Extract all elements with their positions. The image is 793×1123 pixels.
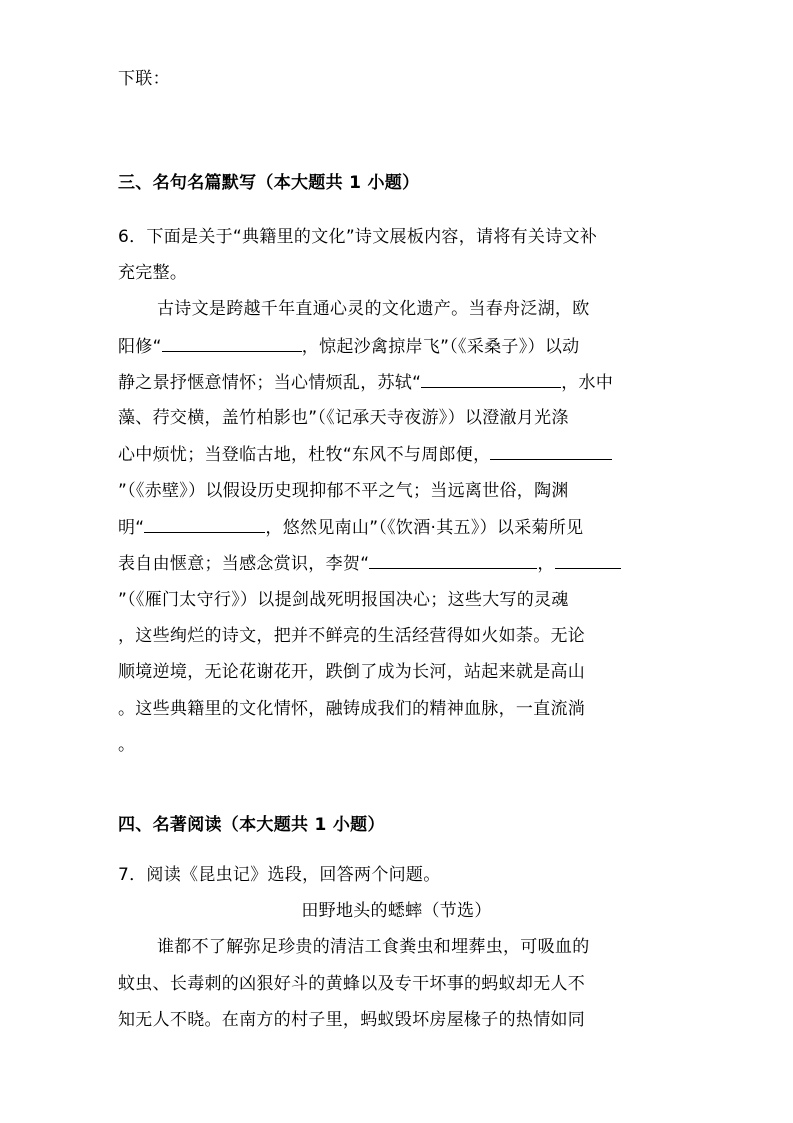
passage-text: ，惊起沙禽掠岸飞”（《采桑子》）以动: [301, 337, 580, 357]
passage-line-5: [118, 443, 612, 466]
excerpt-line-3: 知无人不晓。在南方的村子里，蚂蚁毁坏房屋椽子的热情如同: [118, 1010, 586, 1030]
passage-line-4: 藻、荇交横，盖竹柏影也”（《记承天寺夜游》）以澄澈月光涤: [118, 408, 569, 428]
passage-line-3: [118, 371, 613, 394]
excerpt-line-2: 蚊虫、长毒刺的凶狠好斗的黄蜂以及专干坏事的蚂蚁却无人不: [118, 974, 586, 994]
passage-line-8: [118, 552, 621, 575]
blank-field-1[interactable]: [162, 335, 302, 352]
q6-line-1: 6．下面是关于“典籍里的文化”诗文展板内容，请将有关诗文补: [118, 227, 598, 247]
q6-line-2: 充完整。: [118, 263, 188, 283]
passage-text: 心中烦忧；当登临古地，杜牧“东风不与周郎便，: [118, 445, 491, 465]
blank-field-6[interactable]: [555, 552, 621, 569]
passage-line-7: [118, 516, 583, 539]
passage-line-13: 。: [118, 735, 136, 755]
blank-field-3[interactable]: [490, 443, 612, 460]
passage-line-1: 古诗文是跨越千年直通心灵的文化遗产。当春舟泛湖，欧: [157, 299, 590, 319]
blank-field-5[interactable]: [369, 552, 537, 569]
excerpt-title: 田野地头的蟋蟀（节选）: [301, 901, 492, 921]
passage-text: 阳修“: [118, 337, 162, 357]
passage-line-12: 。这些典籍里的文化情怀，融铸成我们的精神血脉，一直流淌: [118, 699, 586, 719]
passage-text: ，悠然见南山”（《饮酒·其五》）以采菊所见: [265, 518, 584, 538]
blank-field-4[interactable]: [144, 516, 265, 533]
passage-text: 静之景抒惬意情怀；当心情烦乱，苏轼“: [118, 373, 422, 393]
section3-heading: 三、名句名篇默写（本大题共 1 小题）: [118, 173, 420, 193]
passage-line-11: 顺境逆境，无论花谢花开，跌倒了成为长河，站起来就是高山: [118, 662, 586, 682]
passage-line-9: ”（《雁门太守行》）以提剑战死明报国决心；这些大写的灵魂: [118, 590, 569, 610]
q7-prompt: 7．阅读《昆虫记》选段，回答两个问题。: [118, 865, 441, 885]
blank-field-2[interactable]: [421, 371, 561, 388]
passage-text: 明“: [118, 518, 145, 538]
section4-heading: 四、名著阅读（本大题共 1 小题）: [118, 815, 385, 835]
passage-text: 表自由惬意；当感念赏识，李贺“: [118, 554, 370, 574]
passage-text: ，水中: [561, 373, 614, 393]
passage-line-6: ”（《赤壁》）以假设历史现抑郁不平之气；当远离世俗，陶渊: [118, 481, 569, 501]
passage-line-10: ，这些绚烂的诗文，把并不鲜亮的生活经营得如火如荼。无论: [118, 626, 586, 646]
excerpt-line-1: 谁都不了解弥足珍贵的清洁工食粪虫和埋葬虫，可吸血的: [157, 937, 590, 957]
passage-text: ，: [537, 554, 555, 574]
passage-line-2: [118, 335, 579, 358]
lower-couplet-label: 下联：: [118, 69, 170, 89]
